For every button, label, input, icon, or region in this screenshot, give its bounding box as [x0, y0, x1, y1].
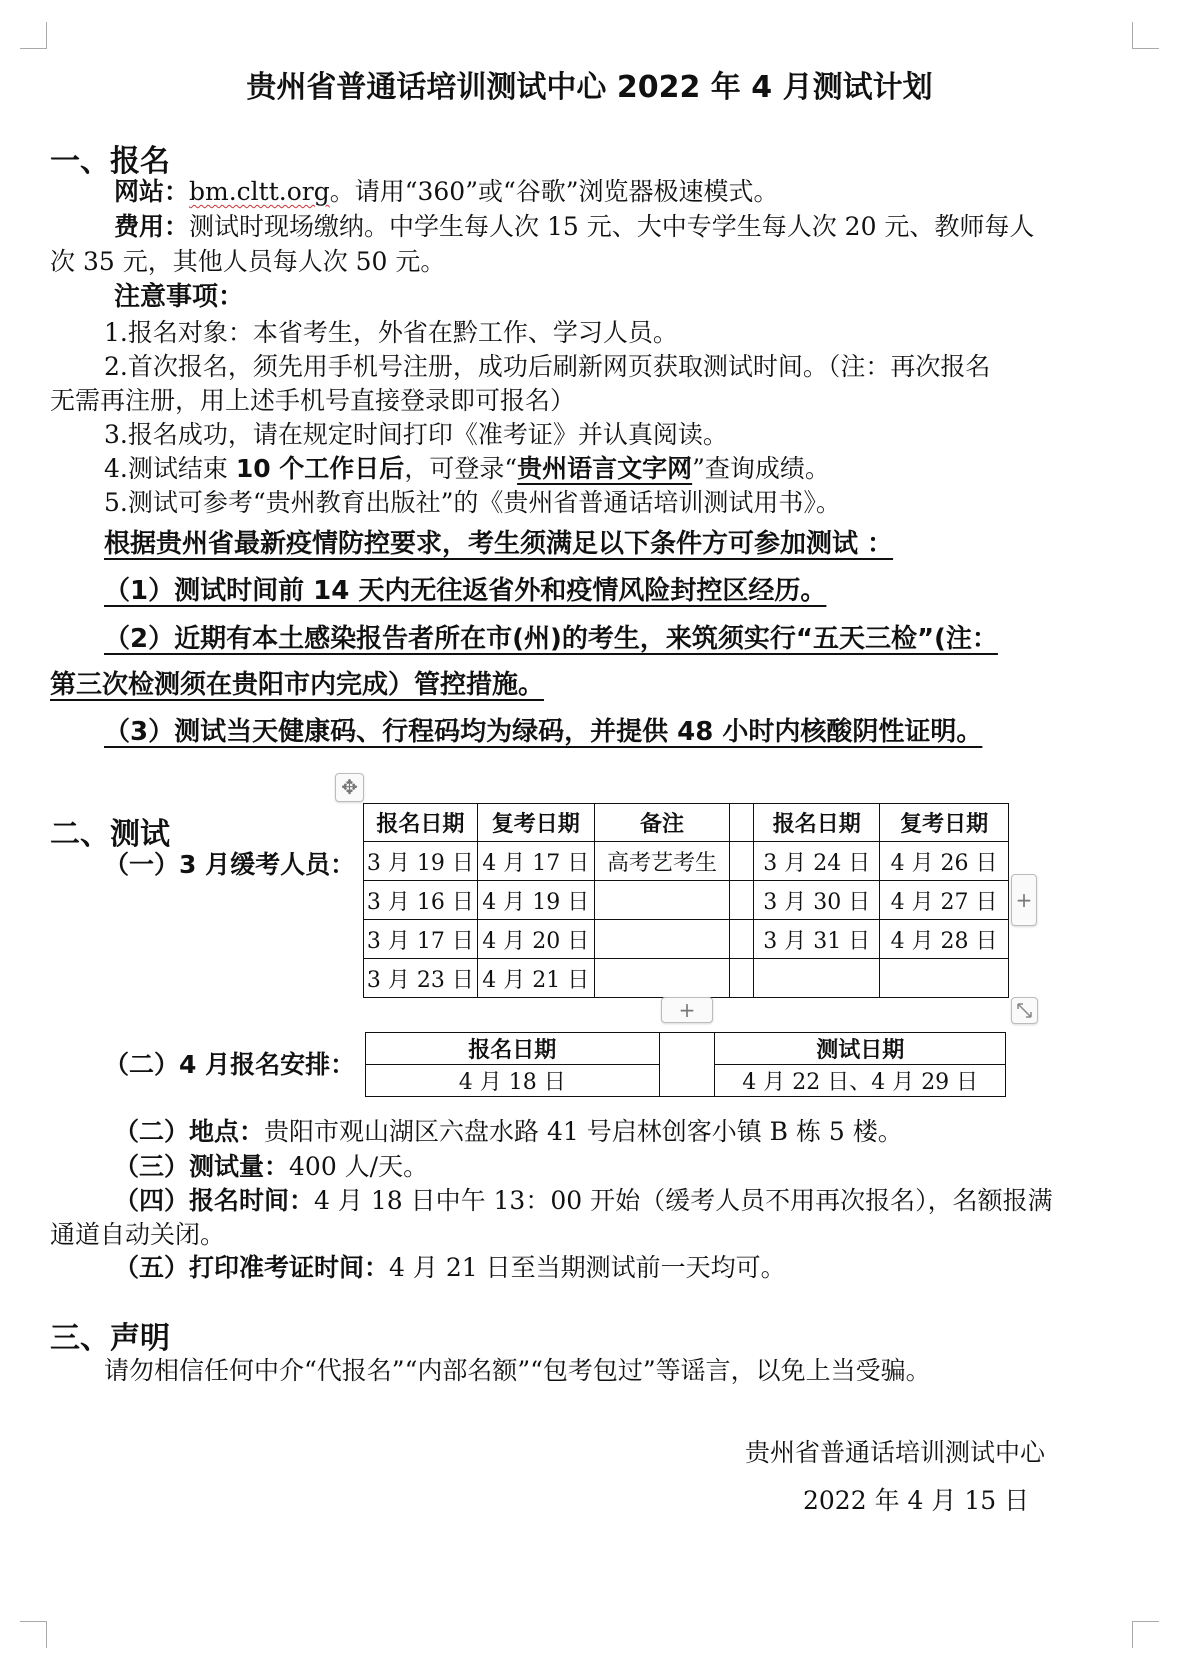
table-spacer — [730, 920, 754, 959]
table-move-handle-icon[interactable]: ✥ — [335, 773, 364, 802]
table-spacer — [659, 1033, 715, 1097]
table-row — [364, 842, 1009, 881]
statement-text: 请勿相信任何中介“代报名”“内部名额”“包考包过”等谣言，以免上当受骗。 — [104, 1356, 931, 1385]
table-spacer — [730, 959, 754, 998]
page-title: 贵州省普通话培训测试中心 2022 年 4 月测试计划 — [246, 70, 933, 105]
location-line: （二）地点：贵阳市观山湖区六盘水路 41 号启林创客小镇 B 栋 5 楼。 — [114, 1117, 903, 1146]
table-row — [364, 881, 1009, 920]
table-spacer — [730, 842, 754, 881]
note-item: 5.测试可参考“贵州教育出版社”的《贵州省普通话培训测试用书》。 — [104, 488, 841, 517]
print-ticket-line: （五）打印准考证时间：4 月 21 日至当期测试前一天均可。 — [114, 1253, 786, 1282]
note-item-cont: 无需再注册，用上述手机号直接登录即可报名） — [50, 386, 576, 415]
table-cell — [594, 920, 730, 959]
table-cell: 3 月 23 日 — [364, 959, 478, 998]
table-cell: 4 月 28 日 — [880, 920, 1009, 959]
covid-requirement: （3）测试当天健康码、行程码均为绿码，并提供 48 小时内核酸阴性证明。 — [104, 717, 983, 747]
table-cell: 4 月 19 日 — [477, 881, 594, 920]
table-header: 备注 — [594, 804, 730, 842]
covid-requirement: （1）测试时间前 14 天内无往返省外和疫情风险封控区经历。 — [104, 576, 827, 606]
guizhou-language-site-link[interactable]: 贵州语言文字网 — [517, 454, 693, 483]
page-corner-mark — [20, 22, 47, 49]
table-cell: 4 月 17 日 — [477, 842, 594, 881]
section-heading-registration: 一、报名 — [50, 144, 170, 179]
table-cell: 4 月 26 日 — [880, 842, 1009, 881]
table-cell: 3 月 19 日 — [364, 842, 478, 881]
april-registration-label: （二）4 月报名安排： — [104, 1050, 356, 1079]
table-cell: 3 月 16 日 — [364, 881, 478, 920]
registration-time-line: （四）报名时间：4 月 18 日中午 13：00 开始（缓考人员不用再次报名），名额报满 — [114, 1186, 1053, 1215]
page-corner-mark — [1132, 22, 1159, 49]
table-cell: 3 月 24 日 — [754, 842, 880, 881]
website-line: 网站：bm.cltt.org。请用“360”或“谷歌”浏览器极速模式。 — [114, 177, 779, 206]
table-cell: 4 月 18 日 — [366, 1065, 660, 1097]
april-registration-table — [365, 1032, 1006, 1097]
table-cell — [880, 959, 1009, 998]
section-heading-test: 二、测试 — [50, 817, 170, 852]
table-cell — [754, 959, 880, 998]
table-cell: 3 月 31 日 — [754, 920, 880, 959]
website-url[interactable]: bm.cltt.org — [189, 177, 330, 206]
table-row — [364, 920, 1009, 959]
table-row — [364, 959, 1009, 998]
table-cell: 高考艺考生 — [594, 842, 730, 881]
table-header: 报名日期 — [366, 1033, 660, 1065]
table-cell — [594, 959, 730, 998]
table-header: 复考日期 — [880, 804, 1009, 842]
table-cell: 3 月 17 日 — [364, 920, 478, 959]
resize-arrow-icon — [1012, 998, 1037, 1023]
registration-time-line-cont: 通道自动关闭。 — [50, 1220, 226, 1249]
signature-org: 贵州省普通话培训测试中心 — [745, 1438, 1046, 1467]
table-spacer — [730, 881, 754, 920]
table-cell: 4 月 27 日 — [880, 881, 1009, 920]
table-header: 报名日期 — [364, 804, 478, 842]
table-cell: 4 月 20 日 — [477, 920, 594, 959]
table-spacer — [730, 804, 754, 842]
fee-line-cont: 次 35 元，其他人员每人次 50 元。 — [50, 247, 446, 276]
add-row-plus-icon[interactable]: + — [661, 997, 713, 1023]
section-heading-statement: 三、声明 — [50, 1321, 170, 1356]
table-resize-handle-icon[interactable] — [1011, 997, 1038, 1024]
quantity-line: （三）测试量：400 人/天。 — [114, 1152, 429, 1181]
march-deferred-table — [363, 803, 1009, 998]
table-cell: 3 月 30 日 — [754, 881, 880, 920]
table-header: 测试日期 — [715, 1033, 1006, 1065]
note-item: 1.报名对象：本省考生，外省在黔工作、学习人员。 — [104, 318, 678, 347]
covid-requirements-intro: 根据贵州省最新疫情防控要求，考生须满足以下条件方可参加测试 ： — [104, 529, 894, 559]
table-cell: 4 月 22 日、4 月 29 日 — [715, 1065, 1006, 1097]
page-corner-mark — [20, 1621, 47, 1648]
table-cell — [594, 881, 730, 920]
note-item: 4.测试结束 10 个工作日后，可登录“贵州语言文字网”查询成绩。 — [104, 454, 830, 483]
note-item: 3.报名成功，请在规定时间打印《准考证》并认真阅读。 — [104, 420, 728, 449]
march-deferred-label: （一）3 月缓考人员： — [104, 850, 356, 879]
add-column-plus-icon[interactable]: + — [1011, 874, 1037, 926]
covid-requirement-cont: 第三次检测须在贵阳市内完成）管控措施。 — [50, 670, 545, 700]
table-header: 复考日期 — [477, 804, 594, 842]
signature-date: 2022 年 4 月 15 日 — [803, 1486, 1030, 1515]
table-header: 报名日期 — [754, 804, 880, 842]
table-cell: 4 月 21 日 — [477, 959, 594, 998]
note-item: 2.首次报名，须先用手机号注册，成功后刷新网页获取测试时间。（注：再次报名 — [104, 352, 991, 381]
covid-requirement: （2）近期有本土感染报告者所在市(州)的考生，来筑须实行“五天三检”(注： — [104, 624, 998, 654]
fee-line: 费用：测试时现场缴纳。中学生每人次 15 元、大中专学生每人次 20 元、教师每人 — [114, 212, 1035, 241]
page-corner-mark — [1132, 1621, 1159, 1648]
notes-label: 注意事项： — [114, 282, 245, 312]
